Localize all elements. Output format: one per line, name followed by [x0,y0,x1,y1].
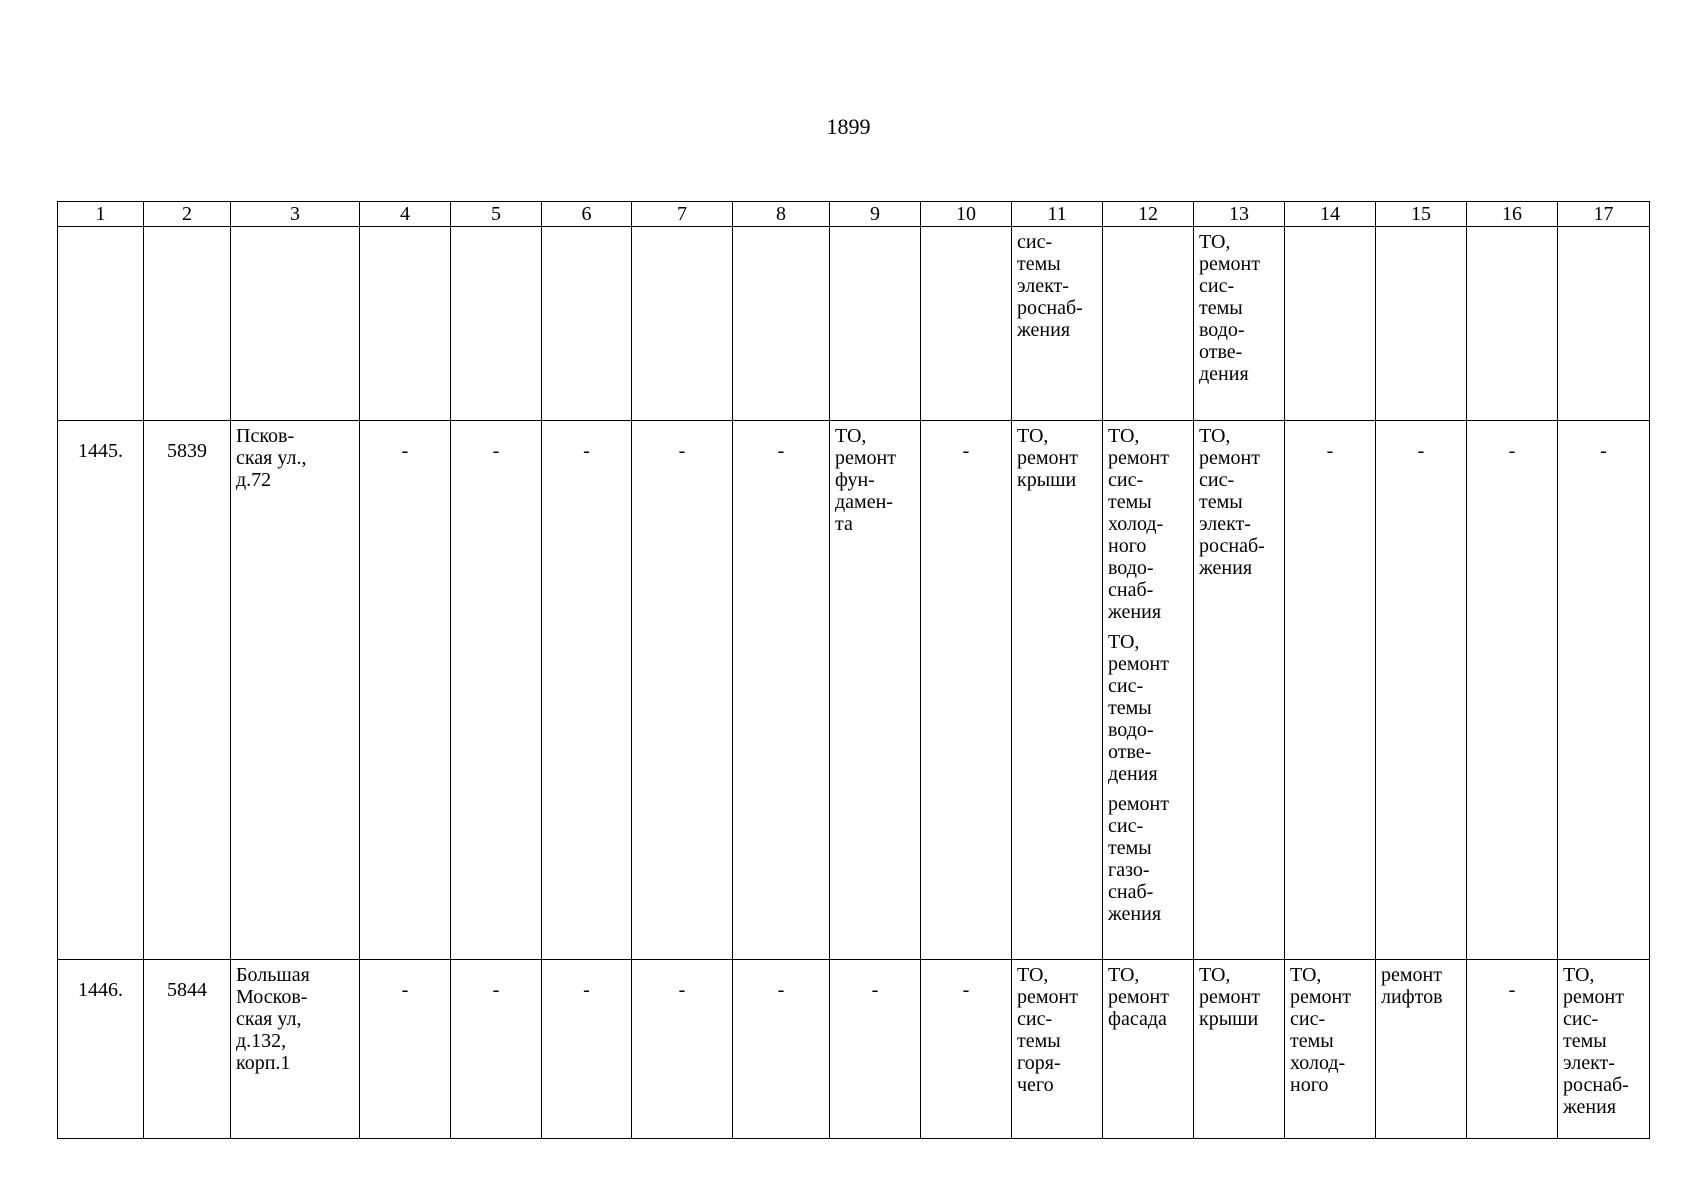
table-cell-col-8 [733,227,830,421]
table-cell-col-7 [632,421,733,960]
column-header: 9 [830,202,921,227]
cell-text: сис- темы элект- роснаб- жения [1017,231,1083,341]
column-header: 14 [1285,202,1376,227]
table-cell-col-11 [1012,960,1103,1139]
table-cell-col-13 [1194,421,1285,960]
cell-text: - [1326,440,1334,462]
column-header: 12 [1103,202,1194,227]
column-number-header-row [58,202,1650,227]
column-header: 2 [144,202,231,227]
table-cell-col-1 [58,227,144,421]
table-cell-col-1 [58,421,144,960]
cell-text: ТО, ремонт фасада [1108,964,1169,1030]
cell-text: 5844 [167,979,207,1001]
cell-text: 5839 [167,440,207,462]
table-cell-col-13 [1194,227,1285,421]
column-header: 3 [231,202,360,227]
table-cell-col-17 [1558,421,1650,960]
cell-text: ТО, ремонт сис- темы горя- чего [1017,964,1078,1096]
cell-text: ремонт сис- темы газо- снаб- жения [1108,793,1169,925]
column-header: 6 [542,202,632,227]
column-header: 4 [360,202,451,227]
table-cell-col-6 [542,960,632,1139]
cell-text: - [583,440,590,462]
column-header: 15 [1376,202,1467,227]
table-cell-col-3 [231,960,360,1139]
table-cell-col-9 [830,421,921,960]
table-cell-col-3 [231,421,360,960]
cell-text: - [678,979,686,1001]
cell-text: Большая Москов- ская ул, д.132, корп.1 [236,964,310,1074]
table-cell-col-2 [144,960,231,1139]
column-header: 8 [733,202,830,227]
table-cell-col-14 [1285,960,1376,1139]
column-header: 10 [921,202,1012,227]
column-header: 16 [1467,202,1558,227]
table-cell-col-15 [1376,421,1467,960]
cell-text: ТО, ремонт сис- темы элект- роснаб- жения [1199,425,1265,579]
cell-text: ТО, ремонт сис- темы водо- отве- дения [1199,231,1260,385]
table-cell-col-2 [144,227,231,421]
table-cell-col-14 [1285,421,1376,960]
table-cell-col-13 [1194,960,1285,1139]
table-row [58,227,1650,421]
table-cell-col-12 [1103,421,1194,960]
cell-text: ТО, ремонт сис- темы элект- роснаб- жения [1563,964,1629,1118]
column-header: 13 [1194,202,1285,227]
cell-text: ТО, ремонт сис- темы холод- ного водо- снаб- жения [1108,425,1169,623]
table-cell-col-4 [360,227,451,421]
cell-text: - [962,440,970,462]
cell-text: - [871,979,879,1001]
cell-text: - [583,979,590,1001]
table-cell-col-16 [1467,421,1558,960]
table-cell-col-8 [733,960,830,1139]
cell-text: ремонт лифтов [1381,964,1443,1008]
cell-text: ТО, ремонт крыши [1017,425,1078,491]
cell-text: - [492,979,500,1001]
column-header: 1 [58,202,144,227]
table-cell-col-5 [451,227,542,421]
table-cell-col-12 [1103,960,1194,1139]
column-header: 11 [1012,202,1103,227]
cell-text: - [492,440,500,462]
cell-text: ТО, ремонт сис- темы водо- отве- дения [1108,631,1169,785]
cell-text: - [1508,440,1516,462]
table-cell-col-8 [733,421,830,960]
table-cell-col-9 [830,227,921,421]
table-cell-col-10 [921,960,1012,1139]
cell-text: - [777,979,785,1001]
table-cell-col-4 [360,960,451,1139]
table-cell-col-9 [830,960,921,1139]
cell-text: - [1508,979,1516,1001]
cell-text: ТО, ремонт крыши [1199,964,1260,1030]
table-cell-col-12 [1103,227,1194,421]
cell-text: - [678,440,686,462]
cell-text: 1445. [78,440,123,462]
table-cell-col-1 [58,960,144,1139]
table-cell-col-16 [1467,960,1558,1139]
table-row [58,421,1650,960]
table-cell-col-16 [1467,227,1558,421]
column-header: 17 [1558,202,1650,227]
cell-text: ТО, ремонт фун- дамен- та [835,425,896,535]
table-cell-col-15 [1376,960,1467,1139]
table-cell-col-15 [1376,227,1467,421]
table-cell-col-11 [1012,421,1103,960]
cell-text: - [1417,440,1425,462]
table-cell-col-2 [144,421,231,960]
table-cell-col-10 [921,421,1012,960]
table-cell-col-5 [451,960,542,1139]
cell-text: 1446. [78,979,123,1001]
cell-text: - [401,979,409,1001]
cell-text: ТО, ремонт сис- темы холод- ного [1290,964,1351,1096]
cell-text: - [962,979,970,1001]
column-header: 5 [451,202,542,227]
table-cell-col-6 [542,227,632,421]
table-cell-col-11 [1012,227,1103,421]
column-header: 7 [632,202,733,227]
table-row [58,960,1650,1139]
table-cell-col-3 [231,227,360,421]
cell-text: - [401,440,409,462]
table-cell-col-4 [360,421,451,960]
table-cell-col-14 [1285,227,1376,421]
table-cell-col-5 [451,421,542,960]
cell-text: - [1600,440,1607,462]
page-number: 1899 [826,114,871,139]
table-cell-col-10 [921,227,1012,421]
table-cell-col-7 [632,227,733,421]
cell-text: Псков- ская ул., д.72 [236,425,307,491]
repair-schedule-table [57,201,1650,1139]
table-cell-col-17 [1558,227,1650,421]
table-cell-col-7 [632,960,733,1139]
table-cell-col-6 [542,421,632,960]
table-cell-col-17 [1558,960,1650,1139]
cell-text: - [777,440,785,462]
